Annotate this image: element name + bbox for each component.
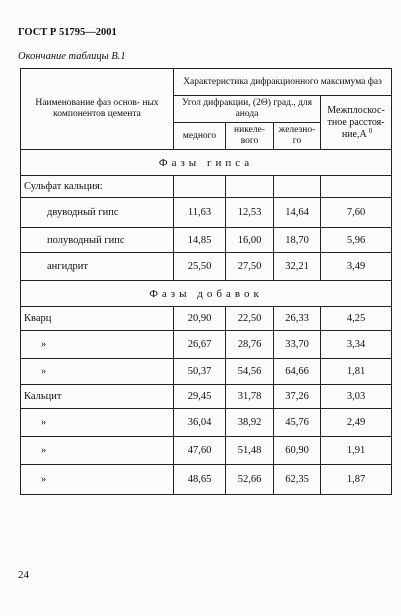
angstrom-mark: 0 (368, 126, 373, 135)
cell-value: 16,00 (226, 228, 274, 253)
row-name: Кальцит (21, 385, 174, 409)
cell-value: 28,76 (226, 331, 274, 359)
cell-value: 48,65 (174, 465, 226, 495)
section-title-gypsum: Фазы гипса (21, 150, 392, 176)
row-name: двуводный гипс (21, 198, 174, 228)
cell-value: 32,21 (274, 253, 321, 281)
standard-header: ГОСТ Р 51795—2001 (18, 27, 117, 38)
row-name: » (21, 465, 174, 495)
cell-value: 14,85 (174, 228, 226, 253)
col-group-header: Характеристика дифракционного максимума фаз (174, 69, 392, 96)
cell-value: 52,66 (226, 465, 274, 495)
cell-value: 33,70 (274, 331, 321, 359)
angle-header: Угол дифракции, (2Θ) град., для анода (174, 96, 321, 123)
cell-value: 20,90 (174, 307, 226, 331)
d-line1: Межплоскос- (327, 104, 385, 116)
cell-value: 3,03 (321, 385, 392, 409)
cell-value: 51,48 (226, 437, 274, 465)
col-name-header: Наименование фаз основ- ных компонентов цемента (21, 69, 174, 150)
table-caption: Окончание таблицы В.1 (18, 51, 126, 62)
row-name: Кварц (21, 307, 174, 331)
cell-value: 3,49 (321, 253, 392, 281)
cell-value: 64,66 (274, 359, 321, 385)
diffraction-table (20, 68, 392, 495)
cell-value: 54,56 (226, 359, 274, 385)
cell-value: 62,35 (274, 465, 321, 495)
cell-value: 47,60 (174, 437, 226, 465)
cell-value: 26,67 (174, 331, 226, 359)
cell-value: 45,76 (274, 409, 321, 437)
group-label-calcium-sulfate: Сульфат кальция: (21, 176, 174, 198)
cell-value: 22,50 (226, 307, 274, 331)
cell-value: 4,25 (321, 307, 392, 331)
cell-value: 60,90 (274, 437, 321, 465)
cell-value: 14,64 (274, 198, 321, 228)
cell-value: 25,50 (174, 253, 226, 281)
cell-value: 11,63 (174, 198, 226, 228)
section-title-additives: Фазы добавок (21, 281, 392, 307)
cell-value: 5,96 (321, 228, 392, 253)
row-name: полуводный гипс (21, 228, 174, 253)
row-name: » (21, 331, 174, 359)
d-line2: тное расстоя- (327, 116, 385, 128)
cell-value: 26,33 (274, 307, 321, 331)
cell-value: 1,81 (321, 359, 392, 385)
cell-value: 1,87 (321, 465, 392, 495)
cell-value: 27,50 (226, 253, 274, 281)
cell-value: 31,78 (226, 385, 274, 409)
cell-value: 50,37 (174, 359, 226, 385)
cell-value: 12,53 (226, 198, 274, 228)
row-name: ангидрит (21, 253, 174, 281)
row-name: » (21, 359, 174, 385)
cell-value: 7,60 (321, 198, 392, 228)
anode-nickel: никеле- вого (226, 123, 274, 150)
cell-value: 18,70 (274, 228, 321, 253)
anode-copper: медного (174, 123, 226, 150)
cell-value: 29,45 (174, 385, 226, 409)
cell-value: 3,34 (321, 331, 392, 359)
cell-value: 36,04 (174, 409, 226, 437)
cell-value: 37,26 (274, 385, 321, 409)
row-name: » (21, 409, 174, 437)
cell-value: 1,91 (321, 437, 392, 465)
d-spacing-header (321, 96, 392, 150)
page-number: 24 (18, 569, 29, 581)
cell-value: 2,49 (321, 409, 392, 437)
row-name: » (21, 437, 174, 465)
d-line3: ние,А (341, 128, 367, 140)
anode-iron: железно- го (274, 123, 321, 150)
cell-value: 38,92 (226, 409, 274, 437)
